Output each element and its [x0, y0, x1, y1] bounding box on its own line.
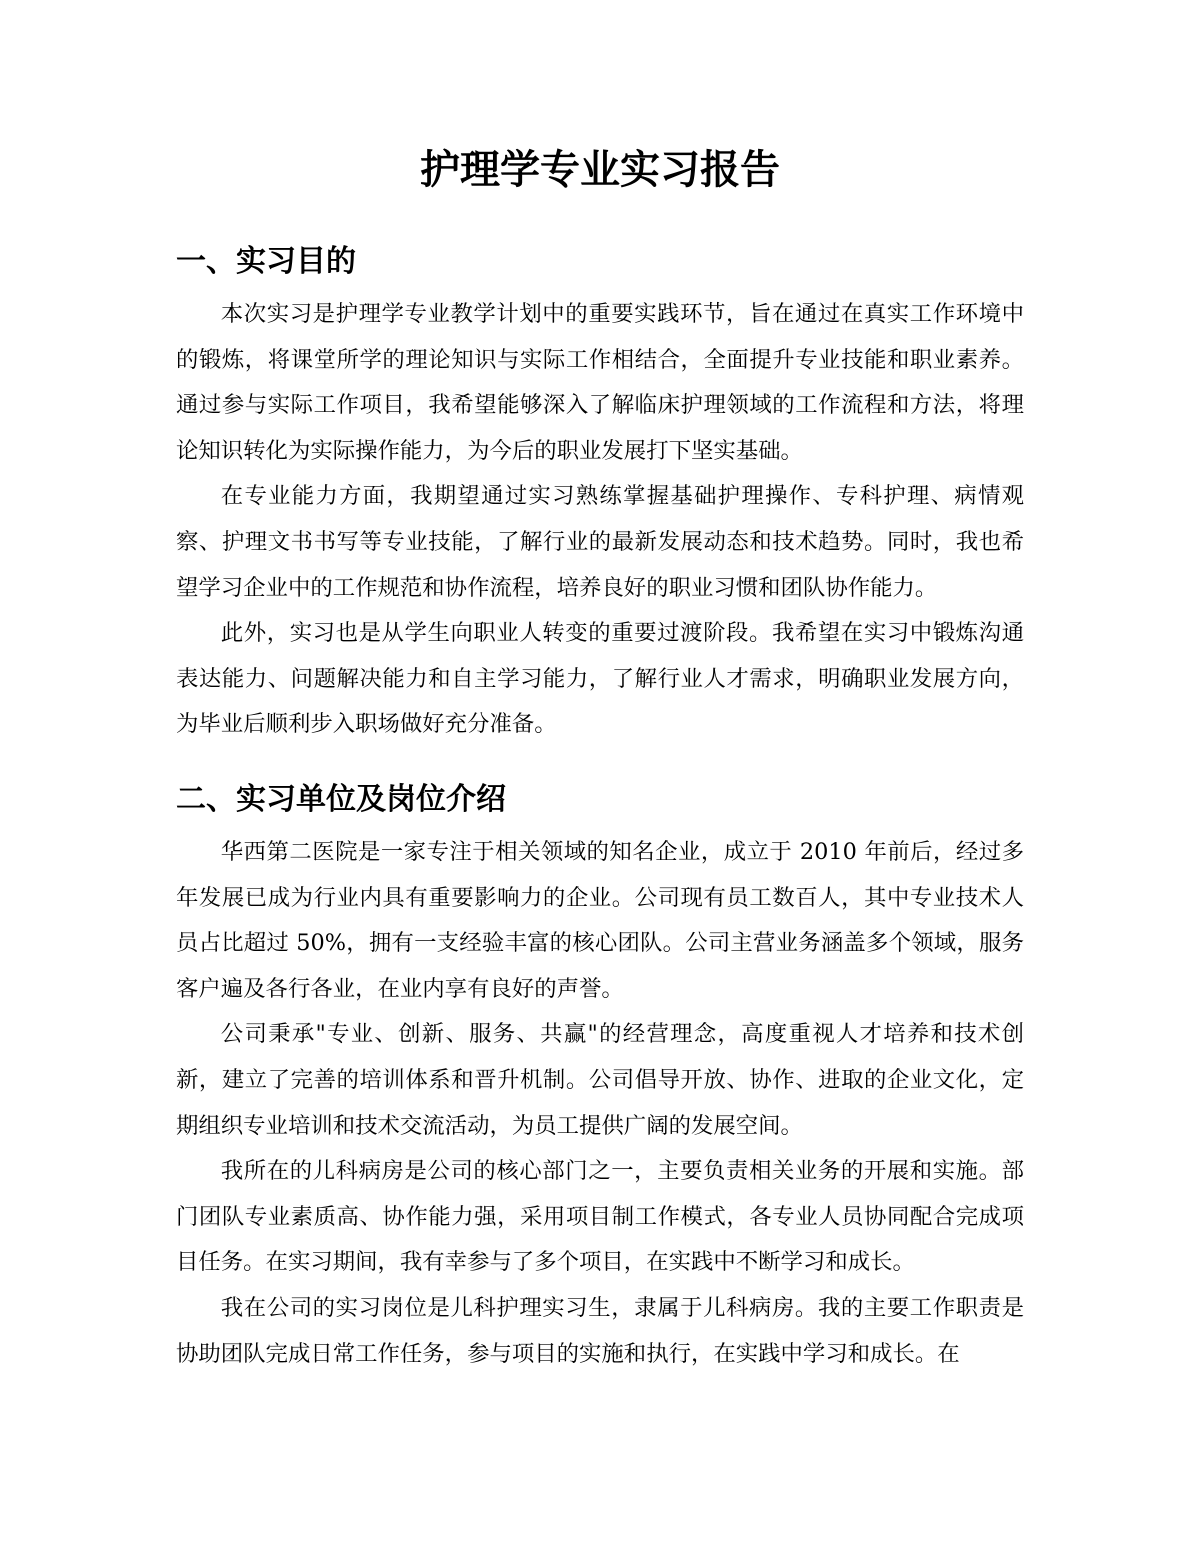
paragraph: 华西第二医院是一家专注于相关领域的知名企业，成立于 2010 年前后，经过多年发展已成为行业内具有重要影响力的企业。公司现有员工数百人，其中专业技术人员占比超过 50%，拥有一支经验丰富的核心团队。公司主营业务涵盖多个领域，服务客户遍及各行各业，在业内享有良好的声誉。 [176, 839, 1024, 1002]
paragraph: 本次实习是护理学专业教学计划中的重要实践环节，旨在通过在真实工作环境中的锻炼，将课堂所学的理论知识与实际工作相结合，全面提升专业技能和职业素养。通过参与实际工作项目，我希望能够深入了解临床护理领域的工作流程和方法，将理论知识转化为实际操作能力，为今后的职业发展打下坚实基础。 [176, 301, 1024, 464]
paragraph: 我所在的儿科病房是公司的核心部门之一，主要负责相关业务的开展和实施。部门团队专业素质高、协作能力强，采用项目制工作模式，各专业人员协同配合完成项目任务。在实习期间，我有幸参与了多个项目，在实践中不断学习和成长。 [176, 1158, 1024, 1276]
section-heading-unit-and-position: 二、实习单位及岗位介绍 [176, 782, 506, 817]
paragraph: 此外，实习也是从学生向职业人转变的重要过渡阶段。我希望在实习中锻炼沟通表达能力、问题解决能力和自主学习能力，了解行业人才需求，明确职业发展方向，为毕业后顺利步入职场做好充分准备。 [176, 620, 1024, 738]
document-title: 护理学专业实习报告 [420, 147, 780, 193]
section-body-unit-and-position [176, 830, 1024, 1377]
paragraph: 我在公司的实习岗位是儿科护理实习生，隶属于儿科病房。我的主要工作职责是协助团队完成日常工作任务，参与项目的实施和执行，在实践中学习和成长。在 [176, 1294, 1024, 1367]
paragraph: 在专业能力方面，我期望通过实习熟练掌握基础护理操作、专科护理、病情观察、护理文书书写等专业技能，了解行业的最新发展动态和技术趋势。同时，我也希望学习企业中的工作规范和协作流程，培养良好的职业习惯和团队协作能力。 [176, 483, 1024, 601]
section-body-purpose [176, 292, 1024, 748]
section-heading-purpose: 一、实习目的 [176, 244, 356, 279]
paragraph: 公司秉承"专业、创新、服务、共赢"的经营理念，高度重视人才培养和技术创新，建立了完善的培训体系和晋升机制。公司倡导开放、协作、进取的企业文化，定期组织专业培训和技术交流活动，为员工提供广阔的发展空间。 [176, 1021, 1024, 1139]
